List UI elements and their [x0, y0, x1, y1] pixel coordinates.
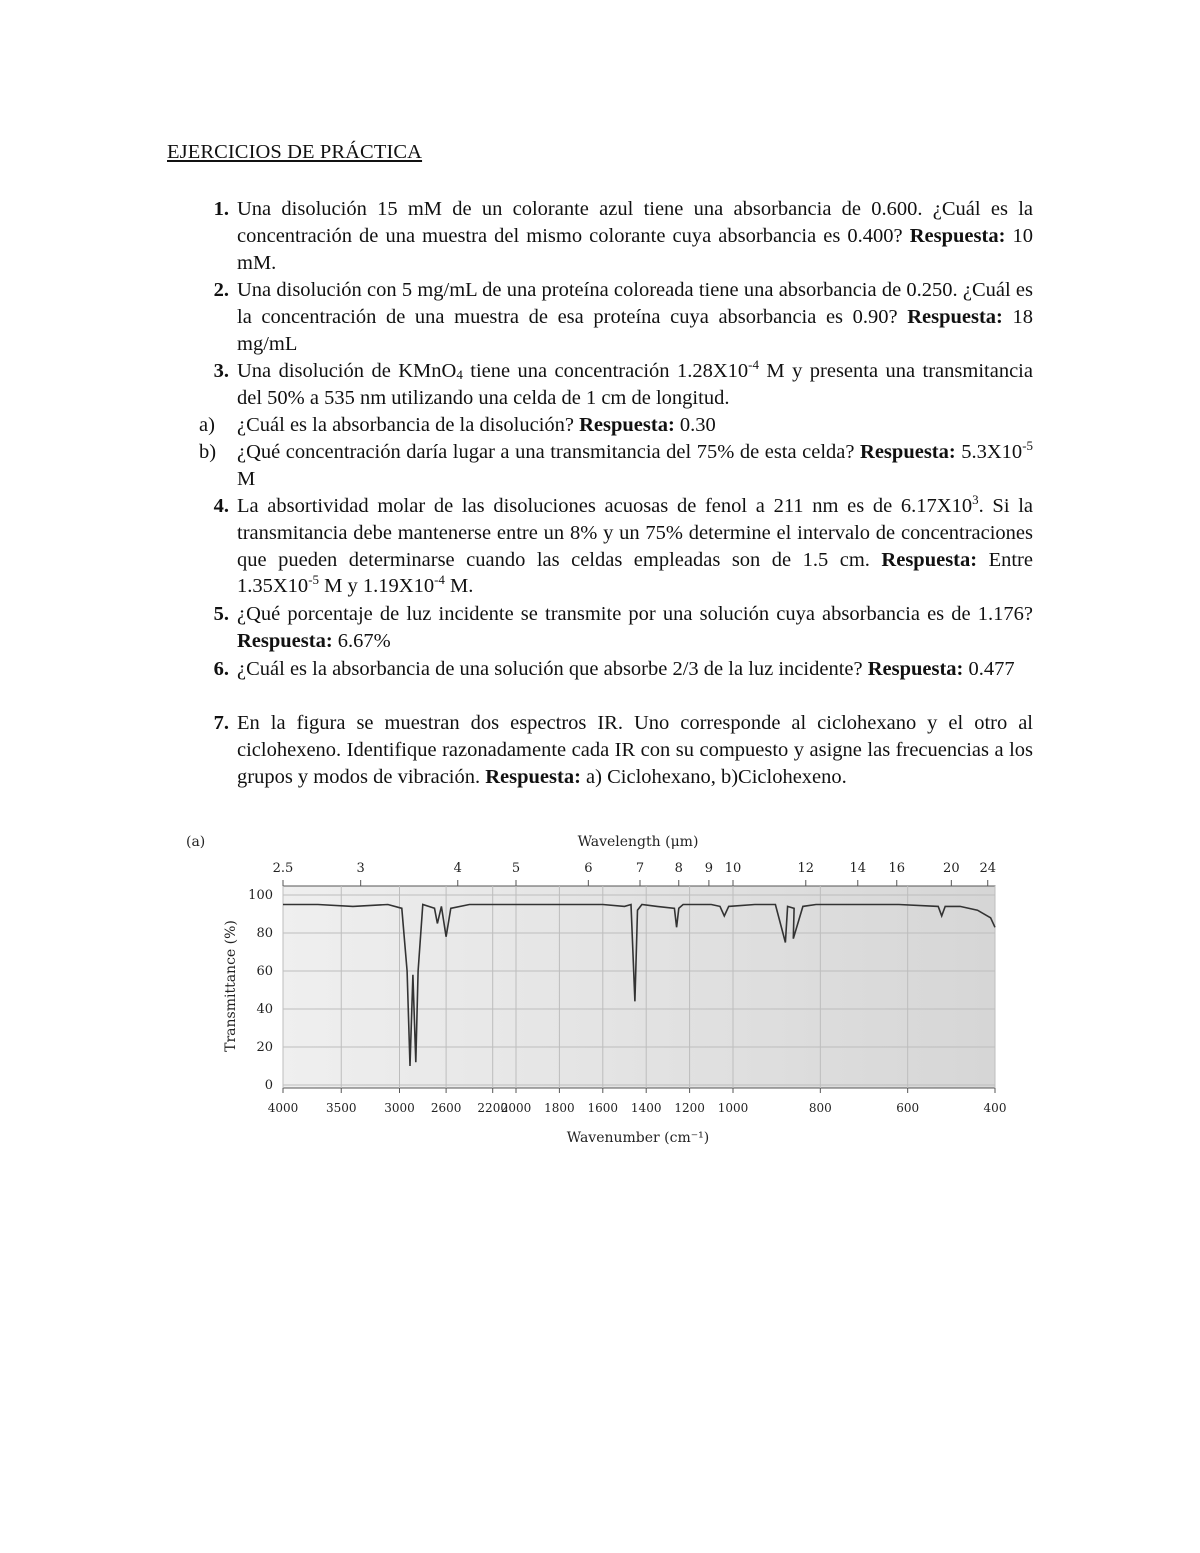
x-tick-label: 1400	[630, 1101, 662, 1115]
superscript: -5	[308, 572, 320, 588]
exercise-number: 3.	[213, 360, 229, 382]
answer-label: Respuesta:	[909, 224, 1006, 247]
x-axis-label: Wavenumber (cm⁻¹)	[566, 1130, 710, 1146]
x2-tick-label: 20	[943, 861, 960, 876]
exercise-number: 7.	[213, 712, 229, 734]
answer-label: Respuesta:	[881, 548, 978, 571]
answer-value: Entre 1.35X10	[237, 548, 1033, 598]
answer-label: Respuesta:	[860, 441, 956, 463]
answer-value: M	[237, 467, 256, 490]
x-tick-label: 600	[896, 1101, 920, 1115]
x-tick-label: 1600	[587, 1101, 619, 1115]
exercise-number: 5.	[213, 603, 229, 625]
answer-value: 0.477	[968, 658, 1015, 680]
answer-value: 5.3X10	[961, 441, 1023, 463]
exercise-3a	[199, 412, 1033, 439]
x-tick-label: 3000	[384, 1101, 415, 1115]
exercise-6	[213, 656, 1033, 683]
y-tick-label: 60	[256, 964, 273, 979]
x2-tick-label: 7	[635, 861, 645, 876]
superscript: -4	[748, 357, 759, 372]
exercise-2	[213, 277, 1033, 357]
exercise-5	[213, 601, 1033, 655]
exercise-number: 6.	[213, 658, 229, 680]
answer-value: 18 mg/mL	[237, 305, 1033, 355]
y-tick-label: 100	[248, 888, 273, 903]
top-axis-label: Wavelength (μm)	[577, 834, 699, 850]
page-title: EJERCICIOS DE PRÁCTICA	[167, 141, 423, 163]
answer-value: M.	[444, 575, 474, 598]
exercise-4	[213, 492, 1033, 600]
x-tick-label: 1000	[717, 1101, 749, 1115]
exercise-number: 4.	[213, 495, 229, 517]
answer-value: 10 mM.	[237, 224, 1034, 274]
x2-tick-label: 10	[724, 861, 742, 876]
x-tick-label: 4000	[267, 1101, 299, 1115]
x-tick-label: 400	[983, 1101, 1007, 1115]
exercise-number: 2.	[213, 279, 229, 301]
y-tick-label: 80	[256, 926, 273, 941]
answer-value: 0.30	[679, 414, 716, 436]
x-tick-label: 2600	[430, 1101, 462, 1115]
ir-spectrum-chart	[180, 826, 1020, 1156]
x2-tick-label: 14	[849, 861, 867, 876]
answer-label: Respuesta:	[237, 629, 333, 652]
x2-tick-label: 4	[453, 861, 462, 876]
x-tick-label: 1200	[674, 1101, 705, 1115]
exercise-letter: a)	[199, 414, 215, 436]
x2-tick-label: 9	[704, 861, 714, 876]
y-tick-label: 0	[264, 1078, 273, 1093]
y-tick-label: 20	[256, 1040, 273, 1055]
exercise-text: En la figura se muestran dos espectros IR. Uno corresponde al ciclohexano y el otro al ciclohexeno. Identifique razonadamente cada IR con su compuesto y asigne las frecuencias a los grupos y modos de vibración.	[237, 712, 1033, 788]
y-tick-label: 40	[256, 1002, 273, 1017]
x-tick-label: 2200	[477, 1101, 508, 1115]
exercise-text: La absortividad molar de las disoluciones acuosas de fenol a 211 nm es de 6.17X10	[237, 495, 973, 517]
exercise-text: ¿Qué porcentaje de luz incidente se transmite por una solución cuya absorbancia es de 1.176?	[237, 603, 1033, 625]
x2-tick-label: 24	[979, 861, 996, 876]
answer-label: Respuesta:	[907, 305, 1003, 328]
answer-label: Respuesta:	[867, 658, 964, 680]
exercise-text: ¿Cuál es la absorbancia de la disolución?	[237, 414, 574, 436]
x2-tick-label: 8	[674, 861, 683, 876]
x-tick-label: 1800	[544, 1101, 575, 1115]
x2-tick-label: 5	[511, 861, 521, 876]
x2-tick-label: 16	[888, 861, 906, 876]
subscript: 4	[456, 367, 463, 382]
exercise-letter: b)	[199, 441, 217, 463]
y-axis-label: Transmittance (%)	[223, 920, 239, 1052]
panel-label: (a)	[186, 834, 206, 850]
exercise-text: M y presenta una transmitancia del 50% a 535 nm utilizando una celda de 1 cm de longitud.	[237, 360, 1033, 409]
x2-tick-label: 6	[584, 861, 593, 876]
exercise-7	[213, 710, 1033, 790]
exercise-text: ¿Qué concentración daría lugar a una transmitancia del 75% de esta celda?	[237, 441, 855, 463]
plot-area	[283, 886, 995, 1088]
exercise-text: . Si la transmitancia debe mantenerse entre un 8% y un 75% determine el intervalo de concentraciones que pueden determinarse cuando las celdas empleadas son de 1.5 cm.	[237, 495, 1033, 571]
x2-tick-label: 2.5	[272, 861, 294, 876]
answer-value: M y 1.19X10	[319, 575, 435, 598]
exercise-text: Una disolución de KMnO	[237, 360, 457, 382]
exercise-text: Una disolución con 5 mg/mL de una proteína coloreada tiene una absorbancia de 0.250. ¿Cuál es la concentración de una muestra de esa proteína cuya absorbancia es 0.90?	[237, 279, 1033, 328]
superscript: 3	[972, 492, 979, 507]
x-tick-label: 3500	[325, 1101, 357, 1115]
answer-label: Respuesta:	[579, 414, 675, 436]
exercise-text: ¿Cuál es la absorbancia de una solución que absorbe 2/3 de la luz incidente?	[237, 658, 863, 680]
x-tick-label: 800	[808, 1101, 832, 1115]
exercise-1	[213, 196, 1034, 276]
superscript: -4	[434, 572, 445, 588]
exercise-3b	[199, 438, 1034, 493]
superscript: -5	[1022, 438, 1034, 453]
x-tick-label: 2000	[500, 1101, 532, 1115]
exercise-text: Una disolución 15 mM de un colorante azul tiene una absorbancia de 0.600. ¿Cuál es la concentración de una muestra del mismo colorante cuya absorbancia es 0.400?	[237, 198, 1033, 247]
x2-tick-label: 3	[356, 861, 365, 876]
answer-label: Respuesta:	[485, 765, 581, 788]
x2-tick-label: 12	[797, 861, 815, 876]
exercise-text: tiene una concentración 1.28X10	[462, 360, 749, 382]
exercise-3	[213, 357, 1033, 412]
answer-value: 6.67%	[337, 629, 391, 652]
answer-value: a) Ciclohexano, b)Ciclohexeno.	[586, 765, 847, 788]
exercise-number: 1.	[213, 198, 229, 220]
